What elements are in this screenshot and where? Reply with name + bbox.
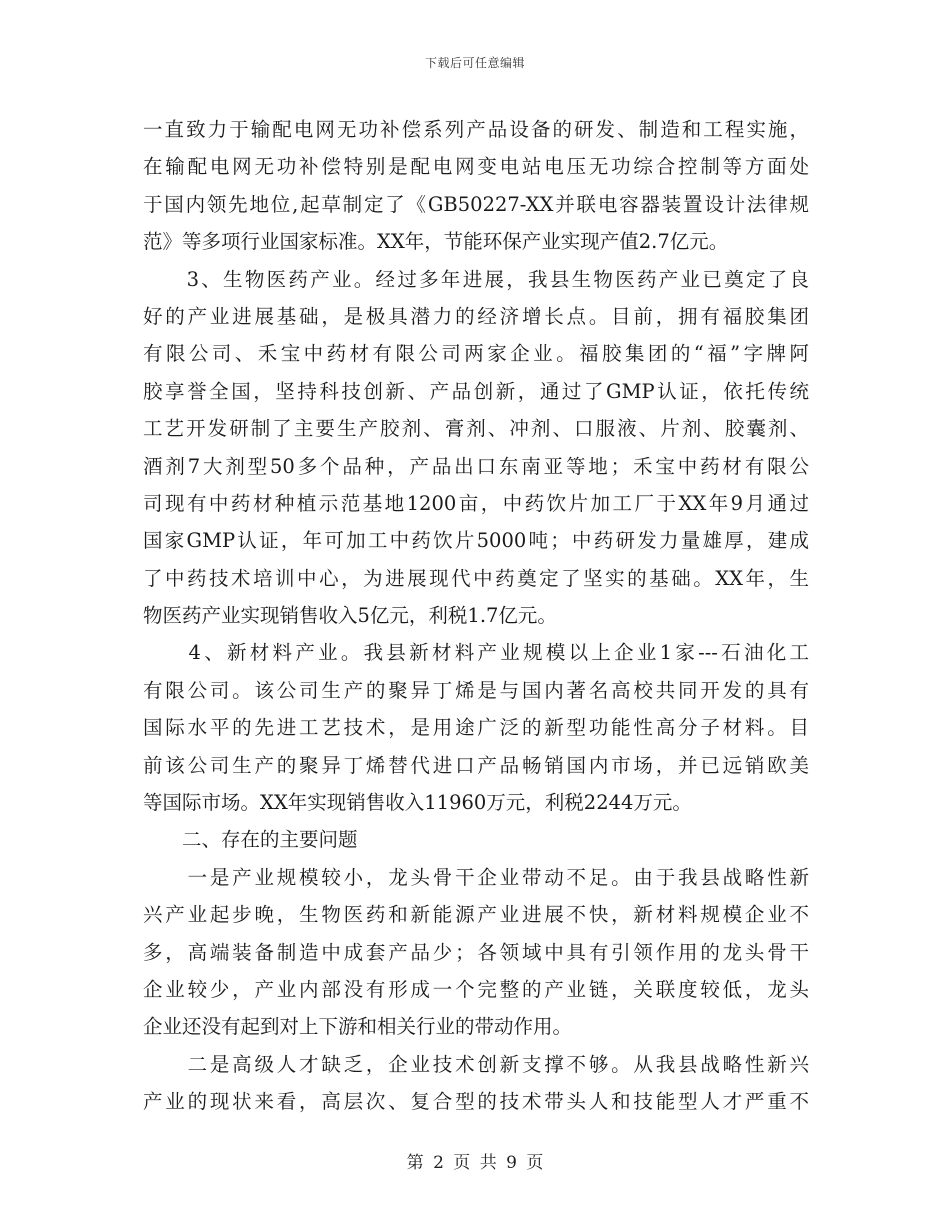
body-line: 国际水平的先进工艺技术，是用途广泛的新型功能性高分子材料。目 bbox=[143, 716, 809, 740]
document-body bbox=[143, 111, 809, 1121]
body-line: 于国内领先地位,起草制定了《GB50227-XX并联电容器装置设计法律规 bbox=[143, 192, 809, 216]
body-line: 胶享誉全国，坚持科技创新、产品创新，通过了GMP认证，依托传统 bbox=[143, 379, 809, 403]
body-line: 有限公司、禾宝中药材有限公司两家企业。福胶集团的“福”字牌阿 bbox=[143, 342, 809, 366]
page-number-footer: 第 2 页 共 9 页 bbox=[406, 1153, 544, 1173]
body-line: 酒剂7大剂型50多个品种，产品出口东南亚等地；禾宝中药材有限公 bbox=[143, 454, 809, 478]
body-line: 一直致力于输配电网无功补偿系列产品设备的研发、制造和工程实施， bbox=[143, 118, 809, 141]
body-line: 有限公司。该公司生产的聚异丁烯是与国内著名高校共同开发的具有 bbox=[143, 678, 809, 702]
body-line: 兴产业起步晚，生物医药和新能源产业进展不快，新材料规模企业不 bbox=[143, 903, 809, 927]
body-line: 在输配电网无功补偿特别是配电网变电站电压无功综合控制等方面处 bbox=[143, 155, 809, 179]
body-line: 二是高级人才缺乏，企业技术创新支撑不够。从我县战略性新兴 bbox=[143, 1052, 809, 1076]
body-line: 了中药技术培训中心，为进展现代中药奠定了坚实的基础。XX年，生 bbox=[143, 566, 809, 590]
section-heading: 二、存在的主要问题 bbox=[143, 828, 358, 852]
body-line: 4、新材料产业。我县新材料产业规模以上企业1家---石油化工 bbox=[143, 641, 809, 665]
page-header: 下载后可任意编辑 bbox=[424, 56, 525, 70]
body-line: 企业还没有起到对上下游和相关行业的带动作用。 bbox=[143, 1015, 573, 1039]
body-line: 前该公司生产的聚异丁烯替代进口产品畅销国内市场，并已远销欧美 bbox=[143, 753, 809, 777]
body-line: 好的产业进展基础，是极具潜力的经济增长点。目前，拥有福胶集团 bbox=[143, 304, 809, 328]
body-line: 工艺开发研制了主要生产胶剂、膏剂、冲剂、口服液、片剂、胶囊剂、 bbox=[143, 417, 809, 441]
body-line: 范》等多项行业国家标准。XX年，节能环保产业实现产值2.7亿元。 bbox=[143, 230, 729, 254]
body-line: 司现有中药材种植示范基地1200亩，中药饮片加工厂于XX年9月通过 bbox=[143, 491, 809, 515]
body-line: 物医药产业实现销售收入5亿元，利税1.7亿元。 bbox=[143, 604, 557, 628]
body-line: 国家GMP认证，年可加工中药饮片5000吨；中药研发力量雄厚，建成 bbox=[143, 529, 809, 553]
body-line: 一是产业规模较小，龙头骨干企业带动不足。由于我县战略性新 bbox=[143, 865, 809, 889]
body-line: 多，高端装备制造中成套产品少；各领域中具有引领作用的龙头骨干 bbox=[143, 940, 809, 964]
body-line: 产业的现状来看，高层次、复合型的技术带头人和技能型人才严重不 bbox=[143, 1090, 809, 1114]
body-line: 等国际市场。XX年实现销售收入11960万元，利税2244万元。 bbox=[143, 791, 692, 815]
body-line: 3、生物医药产业。经过多年进展，我县生物医药产业已奠定了良 bbox=[143, 267, 809, 291]
body-line: 企业较少，产业内部没有形成一个完整的产业链，关联度较低，龙头 bbox=[143, 977, 809, 1001]
